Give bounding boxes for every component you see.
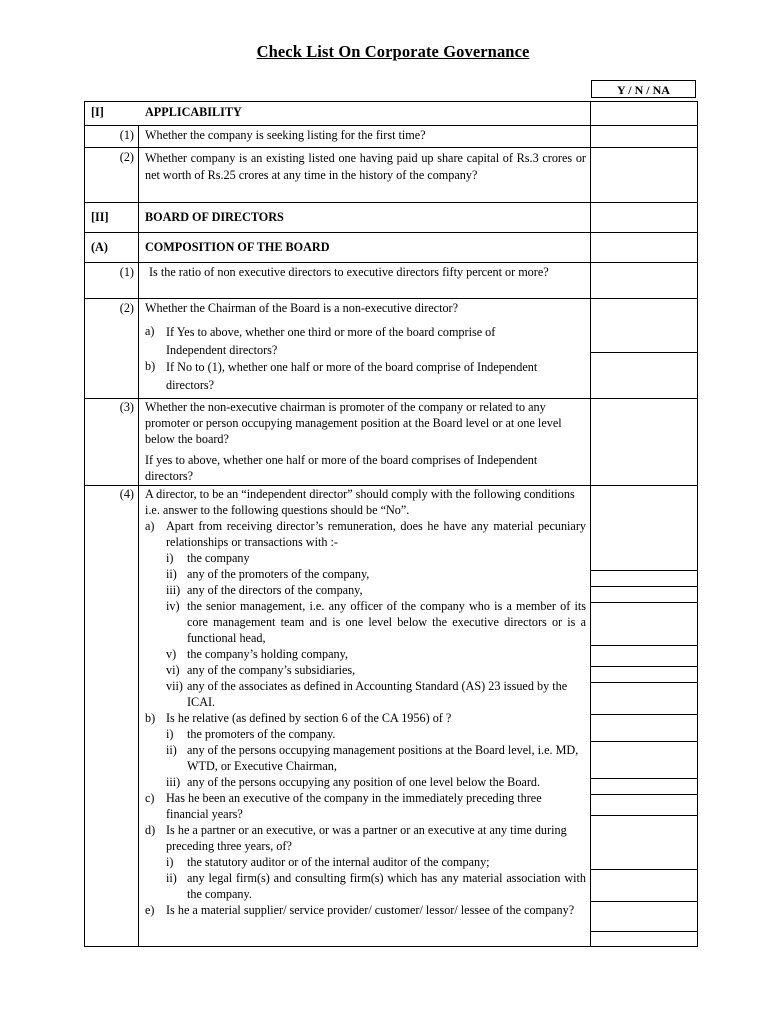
- answer-cell-divider: [590, 794, 698, 795]
- sub-item-marker: b): [145, 711, 156, 725]
- sub-sub-text: any of the directors of the company,: [187, 583, 363, 597]
- column-divider-number: [138, 125, 139, 947]
- sub-sub-marker: ii): [166, 743, 177, 757]
- section-title: BOARD OF DIRECTORS: [145, 210, 284, 224]
- answer-cell-divider: [590, 901, 698, 902]
- sub-item-text: Has he been an executive of the company in the immediately preceding three financial years?: [166, 791, 542, 821]
- item-number: (3): [119, 400, 134, 414]
- sub-sub-marker: vii): [166, 679, 183, 693]
- sub-item-marker: e): [145, 903, 155, 917]
- sub-item-text: Is he a partner or an executive, or was a partner or an executive at any time during preceding three years, of?: [166, 823, 567, 853]
- sub-sub-text: the statutory auditor or of the internal auditor of the company;: [187, 855, 490, 869]
- question-text: Whether company is an existing listed one having paid up share capital of Rs.3 crores or net worth of Rs.25 crores at any time in the history of the company?: [145, 151, 586, 182]
- row-divider: [84, 298, 698, 299]
- answer-cell-divider: [590, 645, 698, 646]
- sub-sub-marker: iii): [166, 775, 181, 789]
- sub-sub-marker: ii): [166, 567, 177, 581]
- answer-cell-divider: [590, 586, 698, 587]
- sub-sub-marker: v): [166, 647, 177, 661]
- row-divider: [84, 232, 698, 233]
- answer-cell-divider: [590, 931, 698, 932]
- sub-sub-marker: i): [166, 855, 174, 869]
- sub-item-text: If No to (1), whether one half or more of the board comprise of Independent directors?: [166, 360, 538, 392]
- answer-cell-divider: [590, 682, 698, 683]
- section-title: APPLICABILITY: [145, 105, 242, 119]
- answer-cell-divider: [590, 714, 698, 715]
- answer-cell-divider: [590, 778, 698, 779]
- sub-sub-marker: i): [166, 551, 174, 565]
- item-number: (4): [119, 487, 134, 501]
- sub-sub-text: the promoters of the company.: [187, 727, 336, 741]
- answer-cell-divider: [590, 666, 698, 667]
- sub-item-marker: d): [145, 823, 156, 837]
- sub-sub-text: the company: [187, 551, 250, 565]
- row-divider: [84, 485, 698, 486]
- question-text: Is the ratio of non executive directors to executive directors fifty percent or more?: [149, 265, 549, 279]
- sub-sub-text: any of the company’s subsidiaries,: [187, 663, 356, 677]
- section-id: [I]: [91, 105, 104, 119]
- answer-cell-divider: [590, 869, 698, 870]
- sub-sub-marker: i): [166, 727, 174, 741]
- answer-cell-divider: [590, 741, 698, 742]
- sub-sub-marker: iii): [166, 583, 181, 597]
- sub-sub-text: any of the associates as defined in Accounting Standard (AS) 23 issued by the ICAI.: [187, 679, 568, 709]
- answer-cell-divider: [590, 602, 698, 603]
- sub-sub-marker: ii): [166, 871, 177, 885]
- question-text: Whether the company is seeking listing for the first time?: [145, 128, 426, 142]
- answer-cell-divider: [590, 815, 698, 816]
- sub-item-marker: b): [145, 359, 156, 373]
- document-title: Check List On Corporate Governance: [256, 42, 530, 61]
- sub-item-text: Apart from receiving director’s remuneration, does he have any material pecuniary relationships or transactions with :-: [166, 519, 586, 549]
- sub-sub-text: the company’s holding company,: [187, 647, 349, 661]
- section-id: (A): [91, 240, 108, 254]
- section-id: [II]: [91, 210, 109, 224]
- question-followup-text: If yes to above, whether one half or more of the board comprises of Independent directors?: [145, 453, 538, 483]
- item-number: (2): [119, 301, 134, 315]
- item-number: (1): [119, 265, 134, 279]
- column-divider-answer: [590, 101, 591, 947]
- question-text: A director, to be an “independent director” should comply with the following conditions i.e. answer to the following questions should be “No”.: [145, 487, 575, 517]
- sub-sub-text: any of the promoters of the company,: [187, 567, 370, 581]
- section-title: COMPOSITION OF THE BOARD: [145, 240, 330, 254]
- sub-item-text: Is he relative (as defined by section 6 of the CA 1956) of ?: [166, 711, 452, 725]
- answer-cell-divider: [590, 570, 698, 571]
- sub-sub-text: any legal firm(s) and consulting firm(s) which has any material association with the company.: [187, 871, 586, 901]
- row-divider: [84, 262, 698, 263]
- row-divider: [84, 398, 698, 399]
- sub-sub-text: the senior management, i.e. any officer of the company who is a member of its core management team and is one level below the executive directors or is a functional head,: [187, 599, 586, 645]
- item-number: (2): [119, 150, 134, 164]
- sub-sub-text: any of the persons occupying any position of one level below the Board.: [187, 775, 541, 789]
- question-text: Whether the non-executive chairman is promoter of the company or related to any promoter or person occupying management position at the Board level or at one level below the board?: [145, 400, 562, 446]
- sub-item-text: If Yes to above, whether one third or more of the board comprise of Independent directors?: [166, 325, 496, 357]
- answer-cell-divider: [590, 352, 698, 353]
- sub-item-marker: a): [145, 519, 155, 533]
- sub-item-marker: c): [145, 791, 155, 805]
- sub-item-marker: a): [145, 324, 155, 338]
- row-divider: [84, 147, 698, 148]
- sub-sub-text: any of the persons occupying management positions at the Board level, i.e. MD, WTD, or Executive Chairman,: [187, 743, 579, 773]
- item-number: (1): [119, 128, 134, 142]
- row-divider: [84, 202, 698, 203]
- row-divider: [84, 125, 698, 126]
- answer-column-header: Y / N / NA: [591, 80, 696, 98]
- sub-sub-marker: iv): [166, 599, 180, 613]
- sub-sub-marker: vi): [166, 663, 180, 677]
- question-text: Whether the Chairman of the Board is a non-executive director?: [145, 301, 459, 315]
- sub-item-text: Is he a material supplier/ service provider/ customer/ lessor/ lessee of the company?: [166, 903, 575, 917]
